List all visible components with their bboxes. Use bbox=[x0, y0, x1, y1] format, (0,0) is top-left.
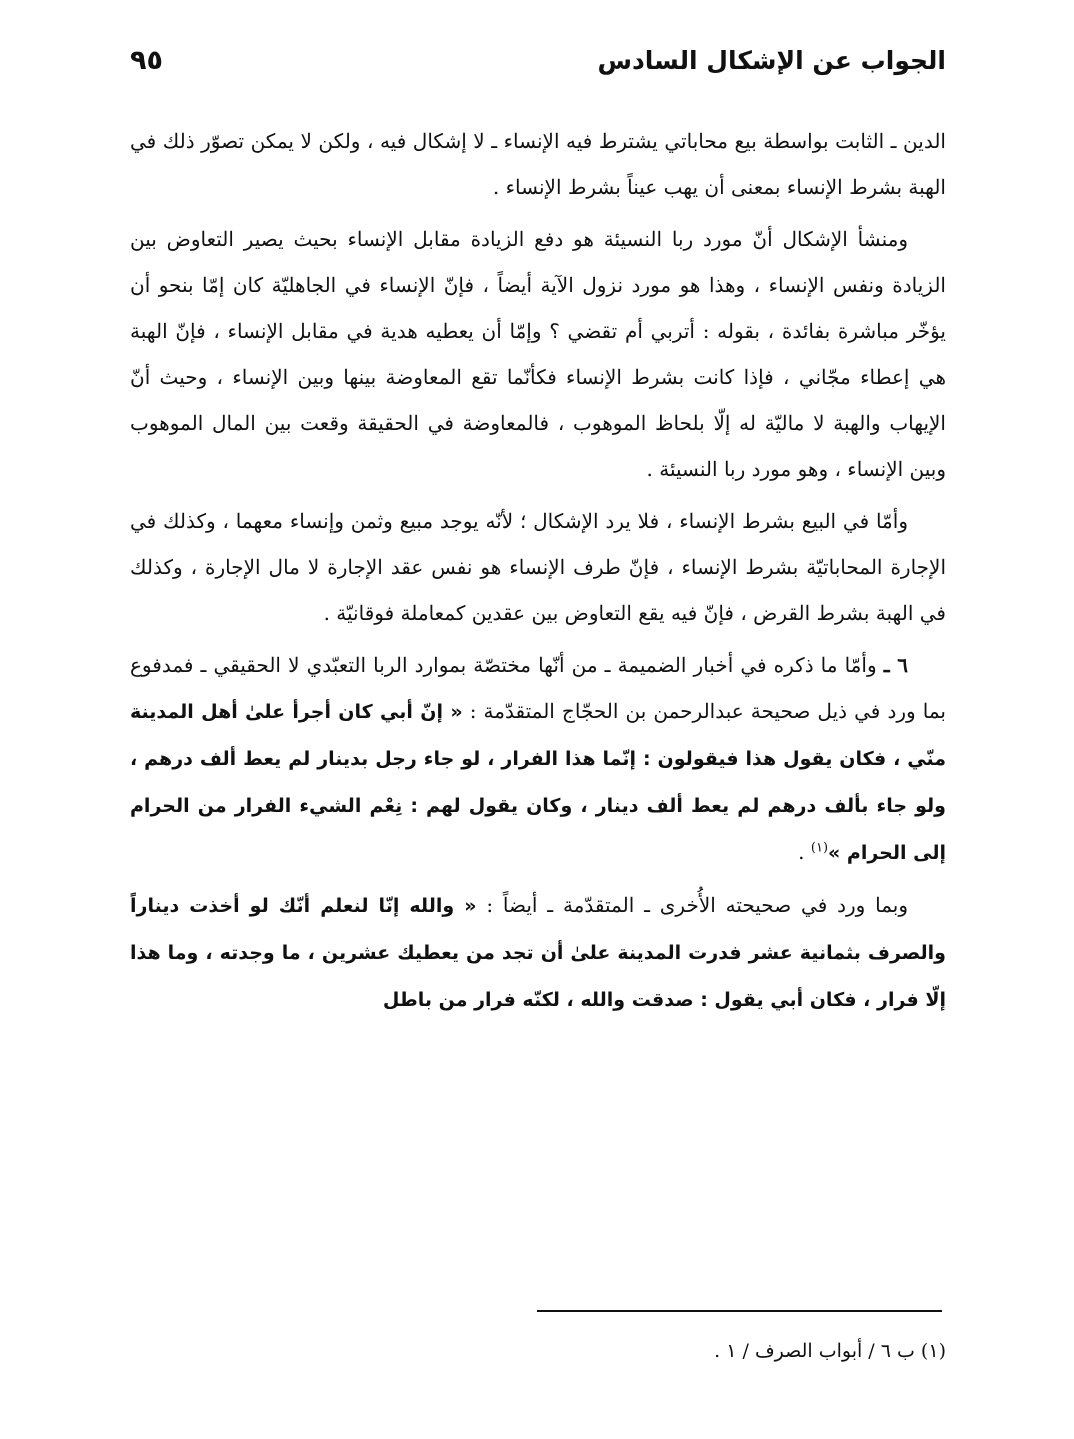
paragraph-4 bbox=[130, 642, 946, 876]
footnote: (١) ب ٦ / أبواب الصرف / ١ . bbox=[714, 1340, 946, 1362]
running-title: الجواب عن الإشكال السادس bbox=[597, 45, 946, 75]
paragraph-4-end: . bbox=[798, 840, 811, 864]
footnote-divider bbox=[537, 1310, 942, 1312]
paragraph-4-text: وأمّا ما ذكره في أخبار الضميمة ـ من أنّها مختصّة بموارد الربا التعبّدي لا الحقيقي ـ فمدفوع بما ورد في ذيل صحيحة عبدالرحمن بن الحجّاج المتقدّمة : bbox=[130, 653, 946, 723]
item-number: ٦ ـ bbox=[883, 653, 909, 677]
paragraph-5-text: وبما ورد في صحيحته الأُخرى ـ المتقدّمة ـ أيضاً : bbox=[476, 893, 909, 917]
quoted-narration-2: « والله إنّا لنعلم أنّك لو أخذت ديناراً والصرف بثمانية عشر فدرت المدينة علىٰ أن تجد من يعطيك عشرين ، ما وجدته ، وما هذا إلّا فرار ، فكان أبي يقول : صدقت والله ، لكنّه فرار من باطل bbox=[130, 895, 946, 1011]
page-header bbox=[130, 38, 946, 82]
page-number: ٩٥ bbox=[130, 44, 163, 76]
paragraph-5 bbox=[130, 882, 946, 1023]
paragraph-3: وأمّا في البيع بشرط الإنساء ، فلا يرد الإشكال ؛ لأنّه يوجد مبيع وثمن وإنساء معهما ، وكذلك في الإجارة المحاباتيّة بشرط الإنساء ، فإنّ طرف الإنساء هو نفس عقد الإجارة لا مال الإجارة ، وكذلك في الهبة بشرط القرض ، فإنّ فيه يقع التعاوض بين عقدين كمعاملة فوقانيّة . bbox=[130, 509, 946, 625]
footnote-marker: (١) bbox=[810, 840, 829, 856]
body-text bbox=[130, 118, 946, 1029]
paragraph-2: ومنشأ الإشكال أنّ مورد ربا النسيئة هو دفع الزيادة مقابل الإنساء بحيث يصير التعاوض بين الزيادة ونفس الإنساء ، وهذا هو مورد نزول الآية أيضاً ، فإنّ الإنساء في الجاهليّة كان إمّا بنحو أن يؤخّر مباشرة بفائدة ، بقوله : أتربي أم تقضي ؟ وإمّا أن يعطيه هدية في مقابل الإنساء ، فإنّ الهبة هي إعطاء مجّاني ، فإذا كانت بشرط الإنساء فكأنّما تقع المعاوضة بينها وبين الإنساء ، وحيث أنّ الإيهاب والهبة لا ماليّة له إلّا بلحاظ الموهوب ، فالمعاوضة في الحقيقة وقعت بين المال الموهوب وبين الإنساء ، وهو مورد ربا النسيئة . bbox=[130, 227, 946, 481]
quoted-narration-1: « إنّ أبي كان أجرأ علىٰ أهل المدينة منّي ، فكان يقول هذا فيقولون : إنّما هذا الفرار ، لو جاء رجل بدينار لم يعط ألف درهم ، ولو جاء بألف درهم لم يعط ألف دينار ، وكان يقول لهم : نِعْم الشيء الفرار من الحرام إلى الحرام » bbox=[130, 701, 946, 864]
paragraph-1: الدين ـ الثابت بواسطة بيع محاباتي يشترط فيه الإنساء ـ لا إشكال فيه ، ولكن لا يمكن تصوّر ذلك في الهبة بشرط الإنساء بمعنى أن يهب عيناً بشرط الإنساء . bbox=[130, 129, 946, 199]
